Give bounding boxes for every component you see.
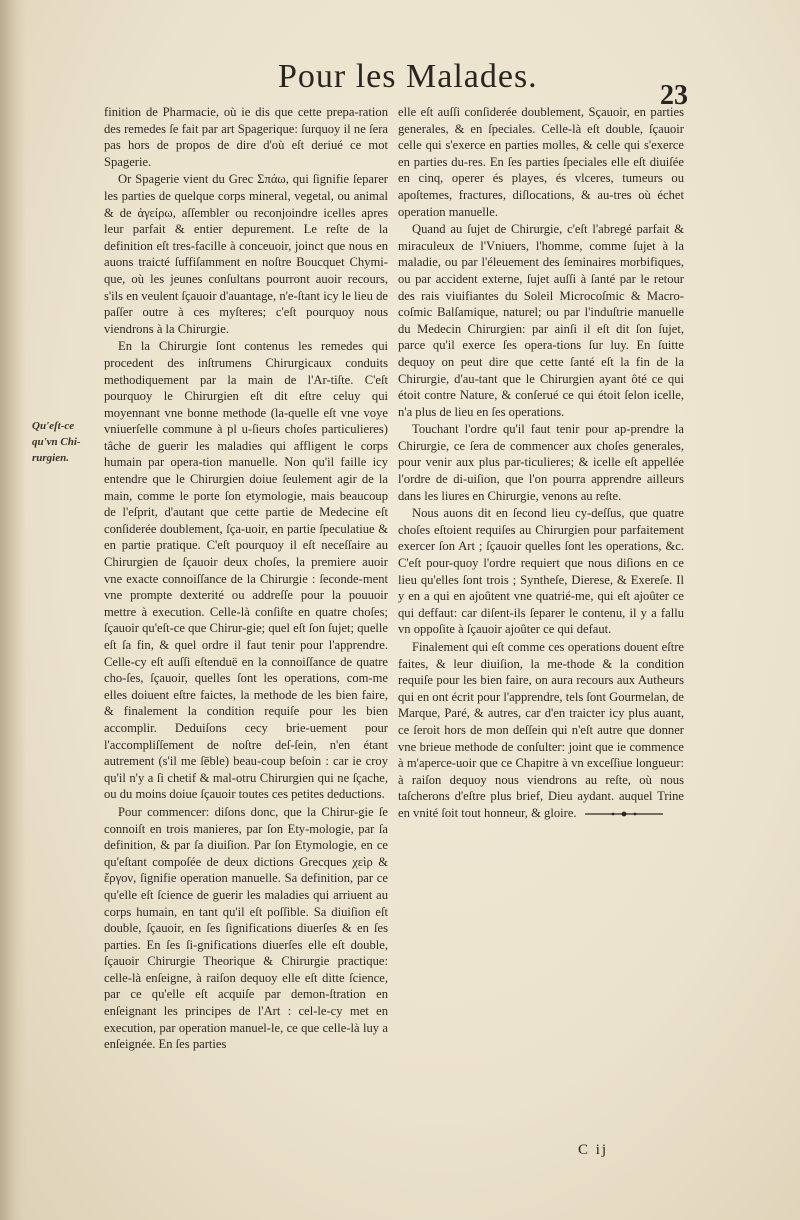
right-column [398,104,684,823]
left-paragraph-4: Pour commencer: diſons donc, que la Chirur-gie ſe connoiſt en trois manieres, par ſon Ety-mologie, par ſa definition, & par ſa diuiſion. Par ſon Etymologie, en ce qu'eſtant compoſée de deux dictions Grecques χεὶρ & ἔργον, ſignifie operation manuelle. Sa definition, par ce qu'elle eſt ſcience de guerir les maladies qui arriuent au corps humain, en tant qu'il eſt poſſible. Sa diuiſion eſt double, ſçauoir, en ſes ſignifications diuerſes & en ſes parties. En ſes ſi-gnifications diuerſes elle eſt double, ſçauoir Chirurgie Theorique & Chirurgie practique: celle-là enſeigne, à raiſon dequoy elle eſt ditte ſcience, par ce qu'elle eſt acquiſe par demon-ſtration en enſeignant les principes de l'Art : cel-le-cy met en execution, par operation manuel-le, ce que celle-là luy a enſeignée. En ſes parties [104,804,388,1052]
signature-mark: C ij [578,1142,609,1158]
right-paragraph-2: Quand au ſujet de Chirurgie, c'eſt l'abregé parfait & miraculeux de l'Vniuers, l'homme, comme ſujet à la maladie, ou par l'éleuement des ſeminaires morbifiques, ou par accident externe, ſujet auſſi à ſanté par le retour des rais viuifiantes du Soleil Microcoſmic & Macro-coſmic Balſamique, naturel; ou par l'induſtrie manuelle du Medecin Chirurgien: par ainſi il eſt dit ſon ſujet, parce qu'il exerce ſes opera-tions ſur luy. En ſuitte dequoy on peut dire que cette ſanté eſt la fin de la Chirurgie, d'au-tant que le Chirurgien ayant ôté ce qui étoit contre Nature, & conſerué ce qui étoit ſelon icelle, n'a plus de lieu en ſes operations. [398,222,684,419]
page-binding-shadow [0,0,26,1220]
left-column [104,104,388,1054]
right-paragraph-5 [398,639,684,822]
fleuron-ornament-icon [583,811,665,817]
margin-note: Qu'eſt-ce qu'vn Chi-rurgien. [32,420,81,464]
left-paragraph-2: Or Spagerie vient du Grec Σπάω, qui ſignifie ſeparer les parties de quelque corps mineral, vegetal, ou animal & de ἀγείρω, aſſembler ou reconjoindre icelles apres leur parfait & entier depurement. Le reſte de la definition eſt tres-facille à conceuoir, joinct que nous en auons traicté ſuffiſamment en noſtre Boucquet Chymi-que, où les jeunes conſultans pourront auoir recours, s'ils en veulent ſçauoir d'auantage, n'e-ſtant icy le lieu de paſſer outre à ces myſteres; c'eſt pourquoy nous viendrons à la Chirurgie. [104,172,388,336]
right-paragraph-4: Nous auons dit en ſecond lieu cy-deſſus, que quatre choſes eſtoient requiſes au Chirurgien pour parfaitement exercer ſon Art ; ſçauoir quelles ſont les operations, &c. C'eſt pour-quoy l'ordre requiert que nous diſions en ce lieu qu'elles ſont trois ; Syntheſe, Dierese, & Exereſe. Il y en a qui en ajoûtent vne quatrié-me, qui eſt ajoûter ce qui deffaut: car diſent-ils ſeparer le contenu, il y a fallu vn oppoſite à ſçauoir ajoûter ce qui defaut. [398,506,684,637]
right-paragraph-5-text: Finalement qui eſt comme ces operations douent eſtre faites, & leur diuiſion, la me-thode & la condition requiſe pour les bien faire, on aura recours aux Autheurs qui en ont écrit pour l'apprendre, tels ſont Gourmelan, de Marque, Paré, & autres, car d'en traicter icy plus auant, ce ſeroit hors de mon deſſein qui n'eſt autre que donner vne brieue methode de conſulter: joint que ie commence à m'aperce-uoir que ce Chapitre à vn exceſſiue longueur: à raiſon dequoy nous viendrons au reſte, où nous taſcherons d'eſtre plus brief, Dieu aydant. auquel Trine en vnité ſoit tout honneur, & gloire. [398,640,684,820]
running-title: Pour les Malades. [278,58,538,95]
page-number: 23 [660,80,688,111]
left-paragraph-3: En la Chirurgie ſont contenus les remedes qui procedent des inſtrumens Chirurgicaux conduits methodiquement par la main de l'Ar-tiſte. C'eſt pourquoy le Chirurgien eſt dit eſtre celuy qui moyennant vne bonne methode (la-quelle eſt vne voye vniuerſelle commune à pl u-ſieurs choſes particulieres) tâche de guerir les maladies qui affligent le corps humain par opera-tion manuelle. Non qu'il faille icy entendre que le Chirurgien doiue ſeulement agir de la main, comme le porte ſon etymologie, mais beaucoup de l'eſprit, d'autant que cette partie de Medecine eſt conſiderée doublement, ſça-uoir, en partie ſpeculatiue & en partie pratique. C'eſt pourquoy il eſt neceſſaire au Chirurgien de ſçauoir deux choſes, la premiere auoir vne exacte connoiſſance de la Chirurgie : ſeconde-ment vne prompte dexterité ou addreſſe pour la pouuoir mettre à execution. Celle-là conſiſte en quatre choſes; ſçauoir qu'eſt-ce que Chirur-gie; quel eſt ſon ſujet; quelle eſt ſa fin, & quel ordre il faut tenir pour l'apprendre. Celle-cy eſt auſſi eſtenduë en la connoiſſance de quatre cho-ſes, ſçauoir, quelles ſont les operations, com-me elles doiuent eſtre faictes, la methode de les bien faire, & finalement la condition requiſe pour les bien accomplir. Deduiſons cecy brie-uement pour l'accompliſſement de noſtre deſ-ſein, n'en étant autrement (s'il me ſēble) beau-coup beſoin : car ie croy qu'il n'y a ſi chetif & mal-otru Chirurgien qui ne ſçache, ou du moins doiue ſçauoir toutes ces petites deductions. [104,339,388,802]
right-paragraph-3: Touchant l'ordre qu'il faut tenir pour ap-prendre la Chirurgie, ce ſera de commencer aux choſes generales, pour venir aux plus par-ticulieres; & icelle eſt appellée l'ordre de di-uiſion, que l'on pourra apprendre ailleurs dans les liures en Chirurgie, venons au reſte. [398,422,684,503]
right-paragraph-1: elle eſt auſſi conſiderée doublement, Sçauoir, en parties generales, & en ſpeciales. Celle-là eſt double, ſçauoir celle qui s'exerce en parties molles, & celle qui s'exerce en parties du-res. En ſes parties ſpeciales elle eſt diuiſée en cinq, operer és playes, és vlceres, tumeurs ou apoſtemes, fractures, diſlocations, & au-tres où échet operation manuelle. [398,105,684,219]
left-paragraph-1: finition de Pharmacie, où ie dis que cette prepa-ration des remedes ſe fait par art Spagerique: ſurquoy il ne ſera pas hors de propos de dire d'où eſt deriué ce mot Spagerie. [104,105,388,169]
